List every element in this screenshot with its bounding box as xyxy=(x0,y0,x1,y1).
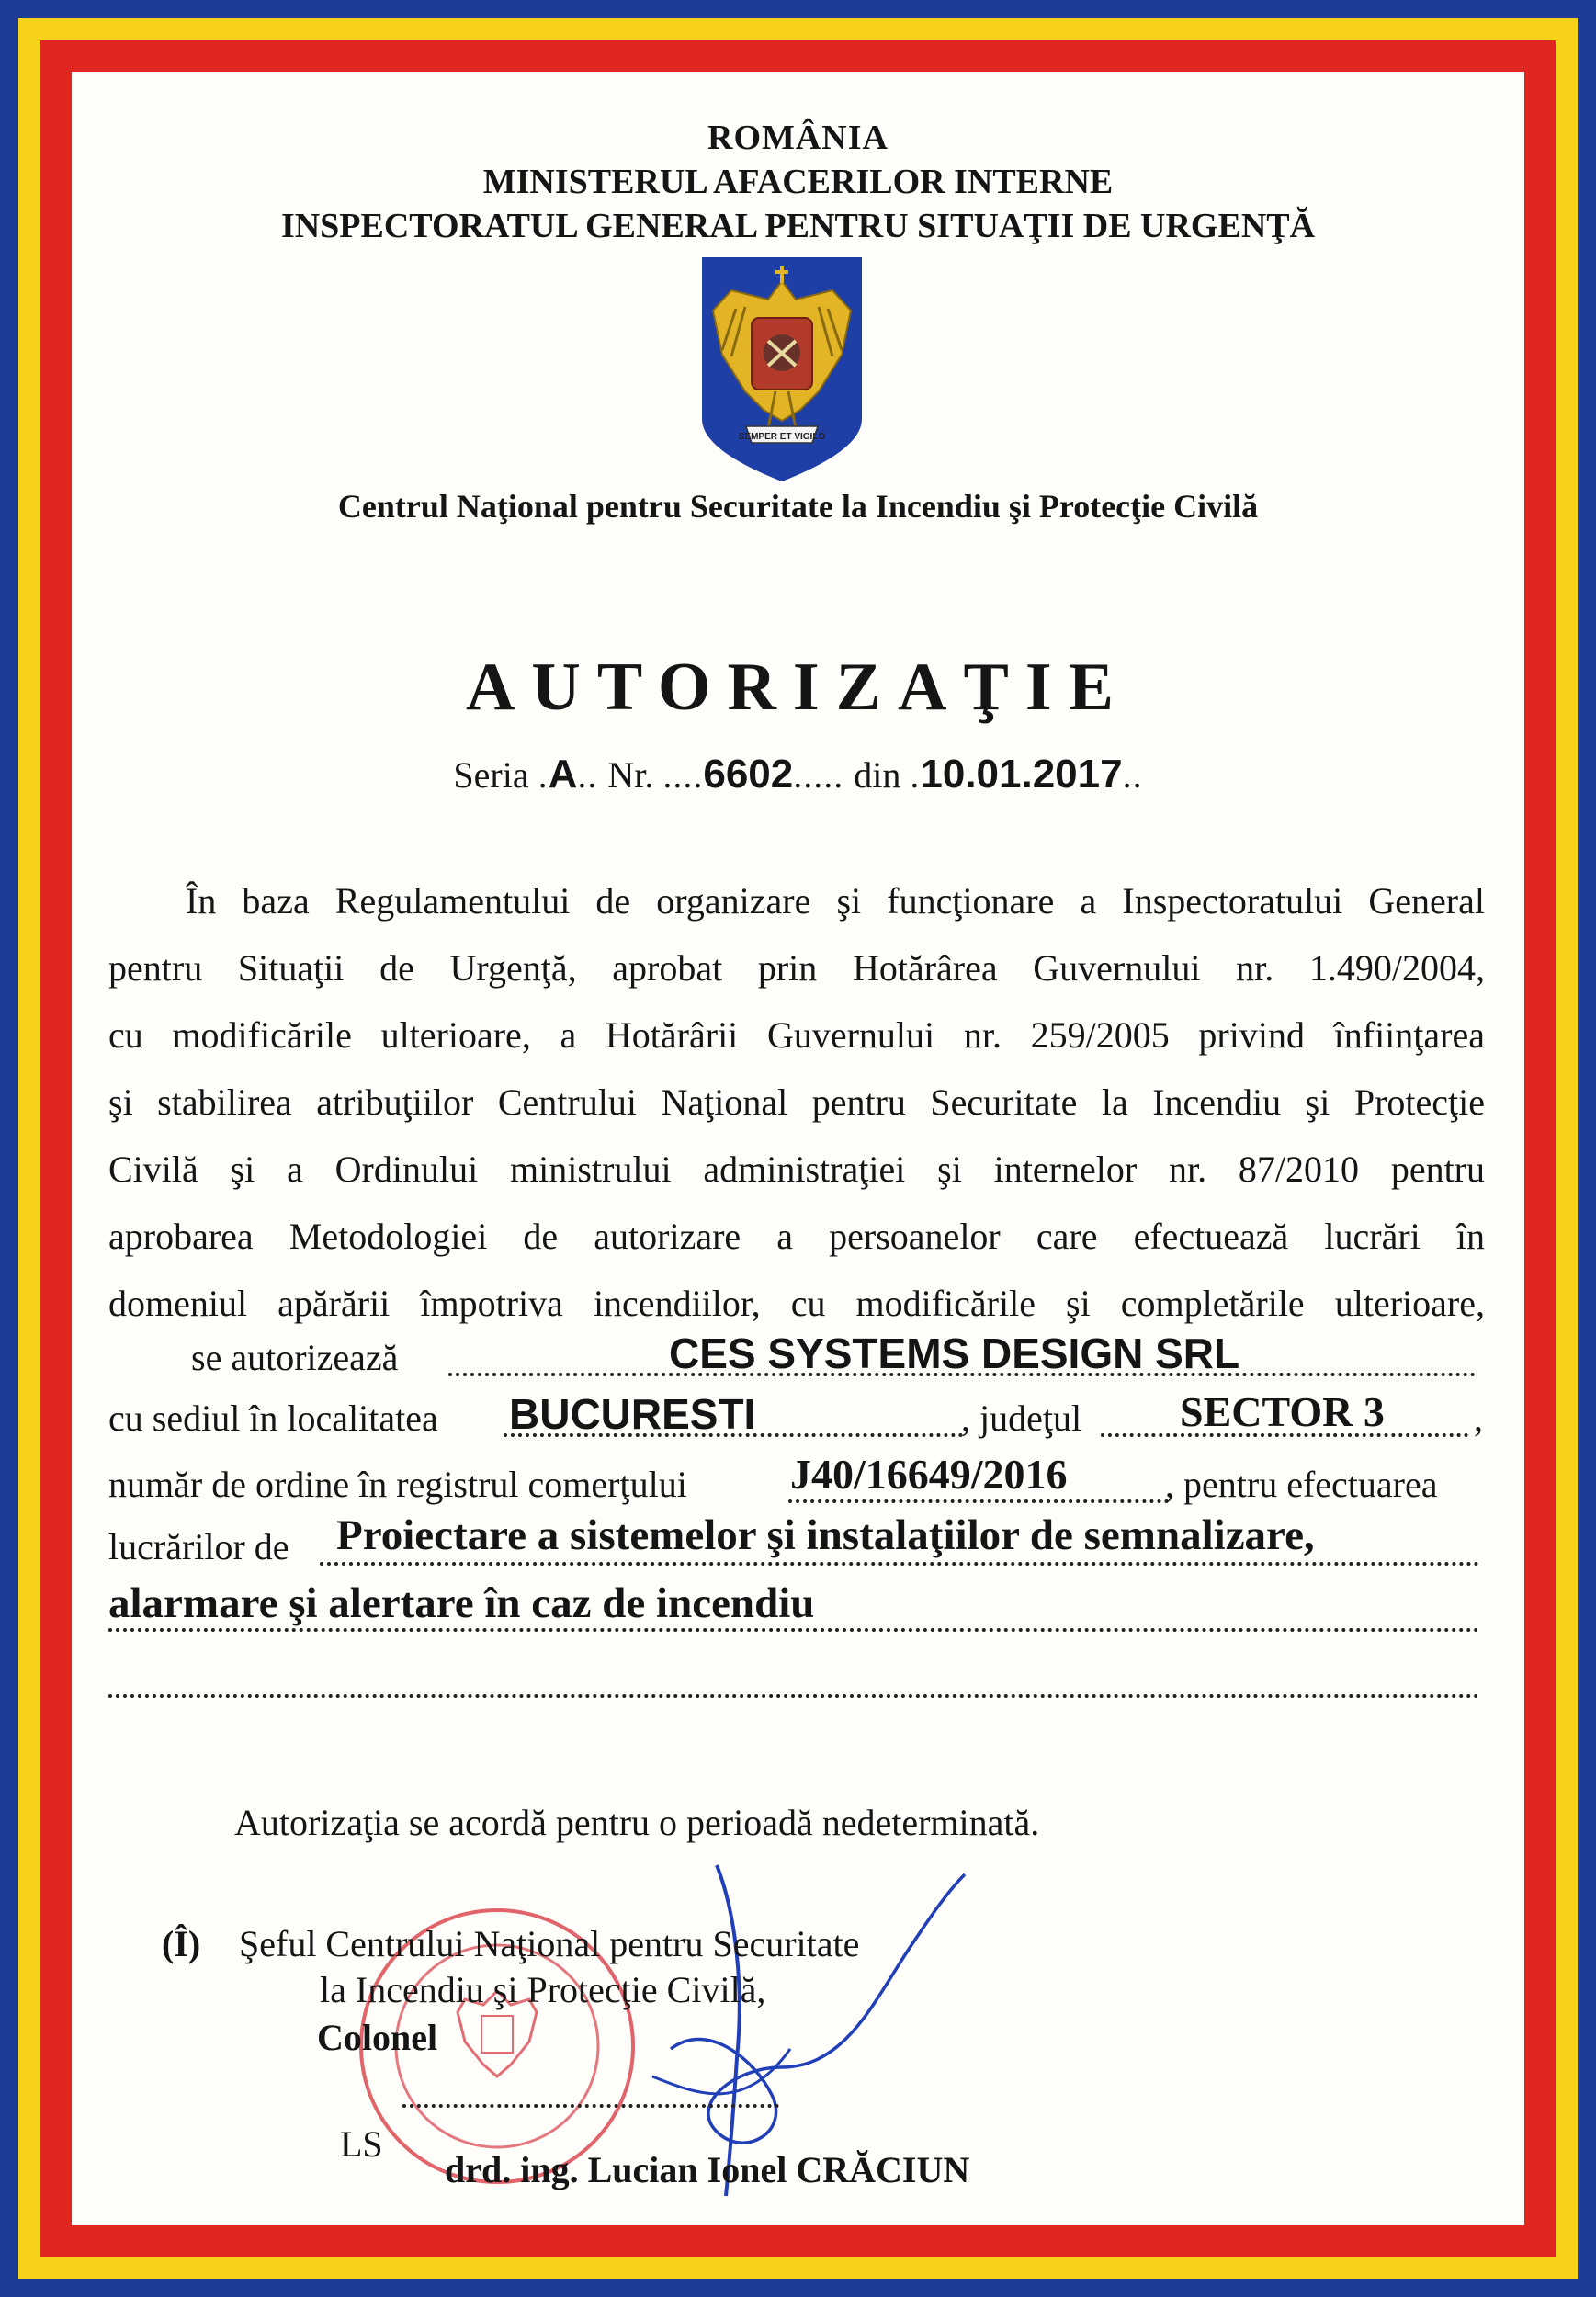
county-label: judeţul xyxy=(979,1397,1082,1439)
locality-row xyxy=(108,1397,438,1452)
registry-value: J40/16649/2016 xyxy=(790,1451,1068,1498)
dotted-line xyxy=(108,1694,1479,1698)
number-label: Nr. xyxy=(607,754,654,796)
signatory-rank xyxy=(317,2016,437,2059)
ministry-heading: MINISTERUL AFACERILOR INTERNE xyxy=(482,163,1114,201)
coat-of-arms-icon xyxy=(695,254,869,485)
signature-dotted-line xyxy=(402,2104,779,2108)
comma: , xyxy=(1474,1397,1483,1439)
county-row: , judeţul xyxy=(961,1397,1082,1439)
signatory-name-text: drd. ing. Lucian Ionel CRĂCIUN xyxy=(445,2149,970,2190)
paragraph-line: cu modificările ulterioare, a Hotărârii Guvernului nr. 259/2005 privind înfiinţarea xyxy=(108,1014,1485,1056)
works-row xyxy=(108,1525,289,1580)
paragraph-line: domeniul apărării împotriva incendiilor, cu modificările şi completările ulterioare, xyxy=(108,1283,1485,1324)
center-name: Centrul Naţional pentru Securitate la Incendiu şi Protecţie Civilă xyxy=(337,488,1259,525)
number-value: 6602 xyxy=(703,752,794,797)
company-value: CES SYSTEMS DESIGN SRL xyxy=(669,1330,1240,1377)
works-label: lucrărilor de xyxy=(108,1526,289,1567)
works-value-wrap2 xyxy=(108,1578,814,1634)
works-value-line1: Proiectare a sistemelor şi instalaţiilor de semnalizare, xyxy=(336,1511,1315,1559)
paragraph-line: aprobarea Metodologiei de autorizare a persoanelor care efectuează lucrări în xyxy=(108,1216,1485,1257)
authorized-row xyxy=(191,1336,398,1391)
locality-value: BUCURESTI xyxy=(509,1390,756,1438)
signatory-prefix xyxy=(162,1922,200,1965)
date-value: 10.01.2017 xyxy=(920,752,1123,797)
registry-row xyxy=(108,1463,687,1518)
series-value: A xyxy=(548,752,578,797)
inspectorate-heading: INSPECTORATUL GENERAL PENTRU SITUAŢII DE URGENŢĂ xyxy=(280,207,1316,245)
county-value: SECTOR 3 xyxy=(1180,1388,1385,1435)
purpose-label: , pentru efectuarea xyxy=(1165,1464,1438,1505)
purpose-row xyxy=(1165,1463,1437,1518)
locality-label: cu sediul în localitatea xyxy=(108,1397,438,1439)
paragraph-line: Civilă şi a Ordinului ministrului administraţiei şi internelor nr. 87/2010 pentru xyxy=(108,1148,1485,1190)
signatory-line2: la Incendiu şi Protecţie Civilă, xyxy=(320,1969,766,2010)
signatory-line1: Şeful Centrului Naţional pentru Securitate xyxy=(239,1923,860,1964)
signatory-prefix-text: (Î) xyxy=(162,1923,201,1964)
signatory-rank-text: Colonel xyxy=(317,2017,438,2058)
validity-statement: Autorizaţia se acordă pentru o perioadă nedeterminată. xyxy=(234,1802,1040,1843)
works-value-line2: alarmare şi alertare în caz de incendiu xyxy=(108,1579,815,1627)
document-title: AUTORIZAŢIE xyxy=(465,650,1130,725)
ls-mark: LS xyxy=(340,2123,383,2165)
authorized-label: se autorizează xyxy=(191,1337,399,1378)
paragraph-line: pentru Situaţii de Urgenţă, aprobat prin Hotărârea Guvernului nr. 1.490/2004, xyxy=(108,947,1485,989)
registry-label: număr de ordine în registrul comerţului xyxy=(108,1464,687,1505)
country-heading: ROMÂNIA xyxy=(707,119,889,157)
registry-value-wrap xyxy=(790,1450,1068,1505)
signatory-name xyxy=(445,2148,969,2191)
crest-motto: SEMPER ET VIGILO xyxy=(738,432,826,442)
paragraph-line: şi stabilirea atribuţiilor Centrului Naţional pentru Securitate la Incendiu şi Protecţie xyxy=(108,1081,1485,1123)
series-line: Seria .A.. Nr. ....6602..... din .10.01.2017.. xyxy=(453,752,1143,797)
locality-value-wrap xyxy=(509,1389,755,1444)
works-value-wrap xyxy=(336,1511,1315,1566)
series-label: Seria xyxy=(453,754,529,796)
company-value-wrap xyxy=(669,1329,1239,1384)
date-label: din xyxy=(854,754,901,796)
paragraph-line: În baza Regulamentului de organizare şi funcţionare a Inspectoratului General xyxy=(186,880,1485,922)
county-value-wrap xyxy=(1180,1387,1385,1443)
legal-basis-paragraph xyxy=(108,867,1485,1337)
